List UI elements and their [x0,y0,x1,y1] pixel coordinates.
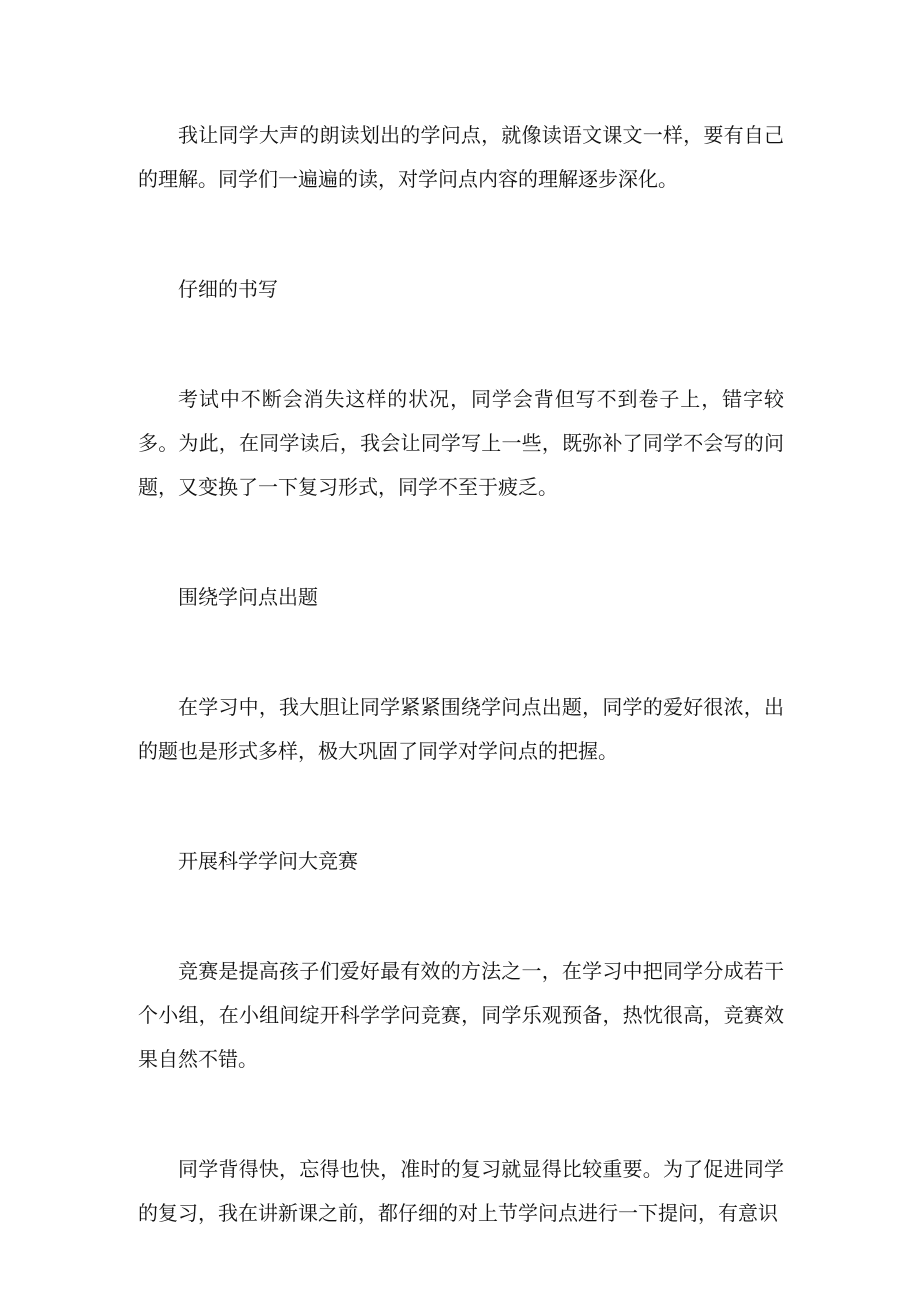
section-heading-writing: 仔细的书写 [178,277,278,301]
paragraph-writing: 考试中不断会消失这样的状况，同学会背但写不到卷子上，错字较多。为此，在同学读后，我会让同学写上一些，既弥补了同学不会写的问题，又变换了一下复习形式，同学不至于疲乏。 [138,387,784,499]
section-heading-questions: 围绕学问点出题 [178,585,318,609]
paragraph-reading: 我让同学大声的朗读划出的学问点，就像读语文课文一样，要有自己的理解。同学们一遍遍的读，对学问点内容的理解逐步深化。 [138,123,784,191]
paragraph-competition: 竞赛是提高孩子们爱好最有效的方法之一，在学习中把同学分成若干个小组，在小组间绽开科学学问竞赛，同学乐观预备，热忱很高，竞赛效果自然不错。 [138,959,784,1071]
paragraph-questions: 在学习中，我大胆让同学紧紧围绕学问点出题，同学的爱好很浓，出的题也是形式多样，极大巩固了同学对学问点的把握。 [138,695,784,763]
paragraph-review: 同学背得快，忘得也快，准时的复习就显得比较重要。为了促进同学的复习，我在讲新课之前，都仔细的对上节学问点进行一下提问，有意识 [138,1157,784,1225]
document-body [138,113,784,1235]
section-heading-competition: 开展科学学问大竞赛 [178,849,358,873]
